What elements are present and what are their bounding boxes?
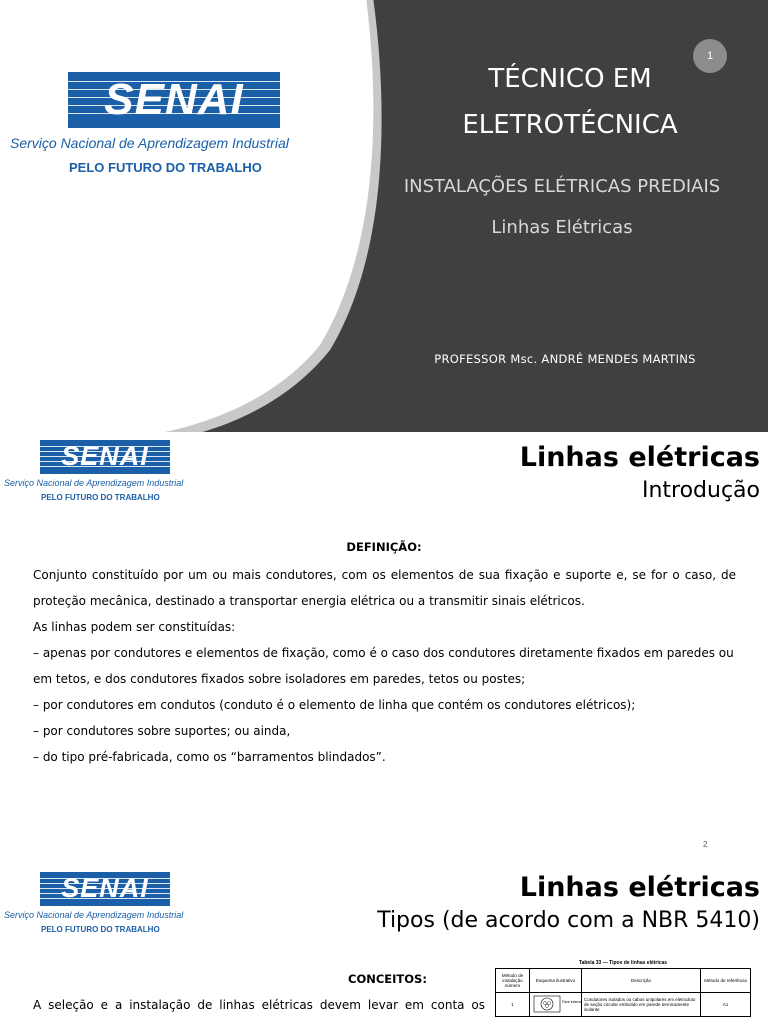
senai-wordmark: SENAI [61, 873, 149, 903]
definition-body [33, 562, 736, 770]
paragraph: – por condutores em condutos (conduto é o elemento de linha que contém os condutores elétricos); [33, 698, 636, 712]
senai-motto: PELO FUTURO DO TRABALHO [41, 493, 160, 502]
paragraph: em tetos, e dos condutores fixados sobre isoladores em paredes, tetos ou postes; [33, 672, 526, 686]
course-title-line1: TÉCNICO EM [488, 64, 652, 94]
white-curved-panel [0, 0, 390, 442]
table-header-row [496, 969, 751, 993]
senai-logo [10, 72, 350, 182]
senai-logo [4, 440, 214, 504]
table-cell: A1 [701, 993, 751, 1017]
table-header: Descrição [582, 969, 701, 993]
senai-logo [4, 872, 214, 936]
slide-subtitle: Tipos (de acordo com a NBR 5410) [377, 908, 760, 933]
paragraph: – por condutores sobre suportes; ou ainda, [33, 724, 291, 738]
introduction-slide [0, 432, 768, 864]
table-cell: Condutores isolados ou cabos unipolares em eletroduto de seção circular embutido em parede termicamente isolante [582, 993, 701, 1017]
table-header: Método de referência [701, 969, 751, 993]
senai-logo-box [68, 72, 280, 128]
paragraph: – apenas por condutores e elementos de fixação, como é o caso dos condutores diretamente fixados em paredes ou [33, 646, 734, 660]
page-number: 2 [703, 840, 708, 849]
conduit-schematic-icon [533, 994, 579, 1014]
senai-subtitle: Serviço Nacional de Aprendizagem Industrial [10, 135, 289, 151]
paragraph: As linhas podem ser constituídas: [33, 620, 236, 634]
senai-logo-box [40, 440, 170, 474]
paragraph: Conjunto constituído por um ou mais condutores, com os elementos de sua fixação e suporte e, se for o caso, de proteção mecânica, destinado a transportar energia elétrica ou a transmitir sinais elétricos. [33, 568, 736, 608]
scheme-label: Face interna [561, 1000, 581, 1004]
senai-subtitle: Serviço Nacional de Aprendizagem Industrial [4, 910, 184, 920]
topic-title: Linhas Elétricas [491, 217, 633, 238]
paragraph: – do tipo pré-fabricada, como os “barramentos blindados”. [33, 750, 386, 764]
course-title [420, 56, 720, 148]
senai-wordmark: SENAI [104, 75, 244, 124]
concepts-label: CONCEITOS: [348, 972, 427, 986]
slide-title: Linhas elétricas [519, 872, 760, 903]
title-slide [0, 0, 768, 432]
course-title-line2: ELETROTÉCNICA [462, 110, 678, 140]
senai-motto: PELO FUTURO DO TRABALHO [69, 160, 262, 175]
slide-subtitle: Introdução [641, 478, 760, 503]
senai-motto: PELO FUTURO DO TRABALHO [41, 925, 160, 934]
table-header: Método de instalação número [496, 969, 530, 993]
concepts-body: A seleção e a instalação de linhas elétricas devem levar em conta os [33, 998, 485, 1012]
table-cell-scheme [530, 993, 582, 1017]
table-header: Esquema ilustrativo [530, 969, 582, 993]
module-title: INSTALAÇÕES ELÉTRICAS PREDIAIS [403, 176, 721, 197]
table [495, 968, 751, 1017]
definition-label: DEFINIÇÃO: [346, 540, 422, 554]
senai-wordmark: SENAI [61, 441, 149, 471]
table-title: Tabela 33 — Tipos de linhas elétricas [578, 960, 668, 966]
senai-subtitle: Serviço Nacional de Aprendizagem Industrial [4, 478, 184, 488]
senai-logo-box [40, 872, 170, 906]
page-number-badge: 1 [693, 39, 727, 73]
table-row [496, 993, 751, 1017]
types-slide [0, 864, 768, 1024]
installation-methods-table [495, 960, 751, 1024]
professor-name: PROFESSOR Msc. ANDRÉ MENDES MARTINS [434, 352, 696, 366]
slide-title: Linhas elétricas [519, 442, 760, 473]
table-cell: 1 [496, 993, 530, 1017]
